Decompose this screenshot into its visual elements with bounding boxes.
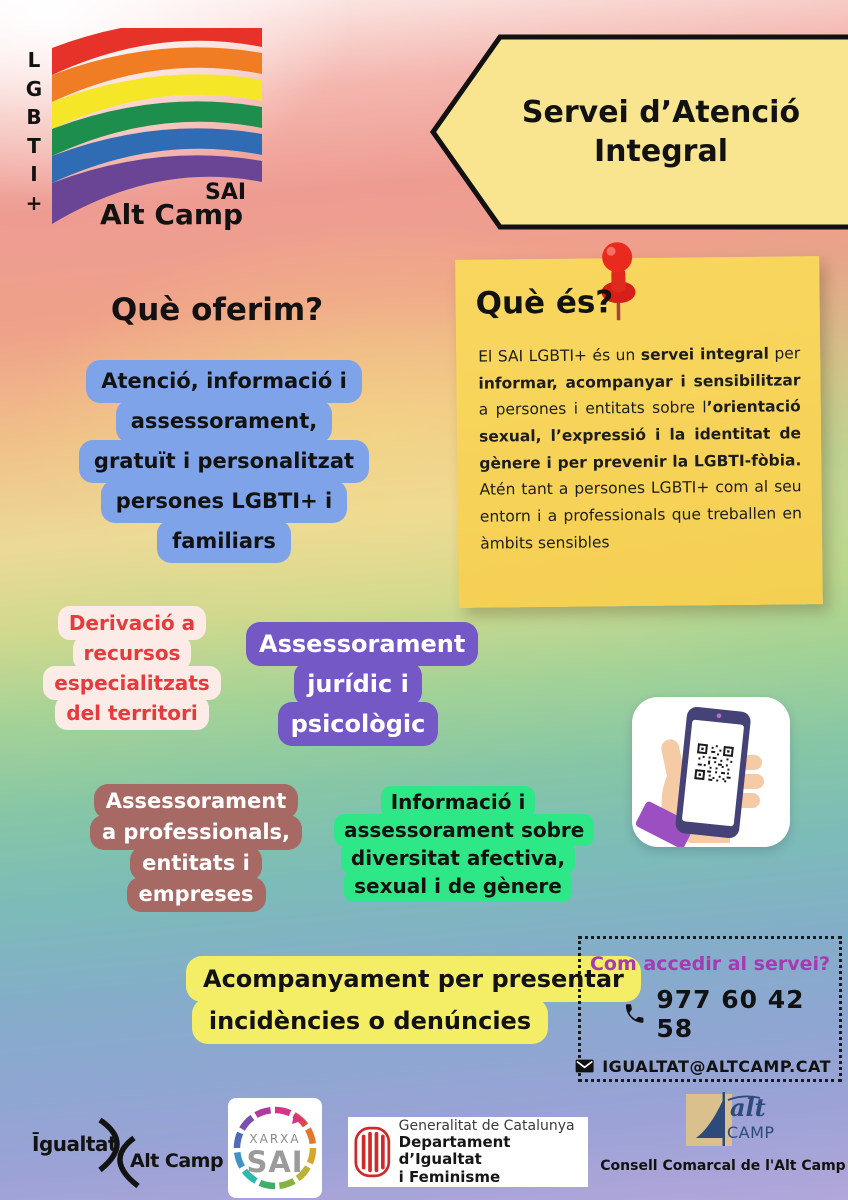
contact-email-row — [575, 1055, 831, 1077]
bubble-line: assessorament, — [116, 400, 332, 443]
contact-heading: Com accedir al servei? — [589, 953, 831, 975]
bubble-derivacio — [40, 606, 224, 730]
bubble-line: gratuït i personalitzat — [79, 440, 369, 483]
offerim-heading: Què oferim? — [110, 292, 324, 328]
sai-altcamp-logo — [22, 28, 267, 238]
bubble-line: Derivació a — [58, 606, 206, 640]
generalitat-line3: i Feminisme — [398, 1167, 501, 1186]
bubble-line: sexual i de gènere — [344, 870, 572, 902]
bubble-line: del territori — [55, 696, 208, 730]
note-text: per — [768, 344, 801, 363]
bubble-line: Acompanyament per presentar — [186, 956, 641, 1002]
email-address: IGUALTAT@ALTCAMP.CAT — [602, 1056, 831, 1076]
letter: G — [25, 76, 43, 101]
igualtat-word: Īgualtat — [32, 1132, 117, 1156]
note-text-bold: informar, acompanyar i sensibilitzar — [478, 370, 801, 393]
bubble-line: assessorament sobre — [334, 814, 594, 846]
bubble-informacio-diversitat — [334, 786, 585, 902]
xarxa-label: XARXA — [249, 1132, 301, 1146]
note-text-bold: ’orientació sexual, l’expressió i la identitat de gènere i per prevenir la LGBTI-fòbia. — [478, 397, 802, 473]
consell-comarcal-logo — [686, 1092, 782, 1156]
phone-number: 977 60 42 58 — [656, 985, 805, 1043]
letter: T — [27, 133, 41, 158]
lgbti-vertical-letters — [22, 46, 46, 217]
bubble-line: psicològic — [278, 702, 439, 746]
qr-phone-card — [632, 697, 790, 847]
envelope-icon — [575, 1055, 594, 1077]
contact-box — [578, 936, 842, 1082]
consell-block-text: CAMP — [727, 1123, 775, 1142]
note-text: El SAI LGBTI+ és un — [478, 345, 641, 366]
bubble-line: a professionals, — [90, 815, 302, 850]
letter: L — [27, 48, 41, 72]
bubble-line: especialitzats — [43, 666, 220, 700]
generalitat-line2: Departament d’Igualtat — [398, 1133, 511, 1169]
sticky-note-que-es — [455, 256, 823, 608]
bubble-line: persones LGBTI+ i — [101, 480, 347, 523]
alt-camp-emblem-icon — [686, 1092, 782, 1156]
logo-altcamp-text: Alt Camp — [100, 198, 244, 231]
title-line1: Servei d’Atenció — [521, 95, 801, 130]
phone-icon — [623, 1001, 646, 1027]
logo-sai-text: SAI — [205, 180, 247, 205]
letter: + — [25, 190, 43, 215]
title-banner — [428, 33, 848, 231]
bubble-line: incidències o denúncies — [192, 998, 548, 1044]
bubble-line: Informació i — [381, 786, 536, 818]
bubble-line: familiars — [157, 520, 291, 563]
bubble-assessorament-juridic — [246, 622, 470, 746]
letter: I — [30, 162, 38, 186]
hand-phone-qr-illustration — [632, 697, 790, 847]
letter: B — [26, 105, 42, 129]
bubble-acompanyament — [186, 956, 624, 1044]
bubble-line: entitats i — [130, 846, 262, 881]
note-text: Atén tant a persones LGBTI+ com al seu entorn i a professionals que treballen en àmbits sensibles — [479, 477, 802, 553]
generalitat-line1: Generalitat de Catalunya — [398, 1118, 575, 1135]
sai-label: SAI — [246, 1145, 304, 1179]
note-text-bold: servei integral — [640, 344, 769, 364]
contact-phone-row — [589, 985, 831, 1043]
consell-caption: Consell Comarcal de l'Alt Camp — [600, 1158, 846, 1174]
bubble-line: Atenció, informació i — [86, 360, 362, 403]
senyera-shield-icon — [354, 1124, 391, 1180]
bubble-atencio-informacio — [68, 360, 380, 563]
igualtat-altcamp-word: Alt Camp — [130, 1150, 224, 1172]
xarxa-sai-logo — [228, 1098, 322, 1198]
bubble-line: Assessorament — [94, 784, 299, 819]
bubble-line: empreses — [127, 877, 266, 912]
note-body — [478, 340, 802, 557]
note-heading: Què és? — [475, 284, 614, 322]
note-text: a persones i entitats sobre l — [478, 398, 707, 419]
generalitat-logo — [348, 1117, 588, 1187]
bubble-line: diversitat afectiva, — [341, 842, 575, 874]
bubble-assessorament-professionals — [88, 784, 304, 912]
consell-script-text: alt — [730, 1093, 766, 1122]
bubble-line: Assessorament — [246, 622, 478, 666]
poster-title — [480, 33, 842, 231]
title-line2: Integral — [593, 134, 728, 169]
bubble-line: recursos — [73, 636, 192, 670]
bubble-line: jurídic i — [294, 662, 422, 706]
